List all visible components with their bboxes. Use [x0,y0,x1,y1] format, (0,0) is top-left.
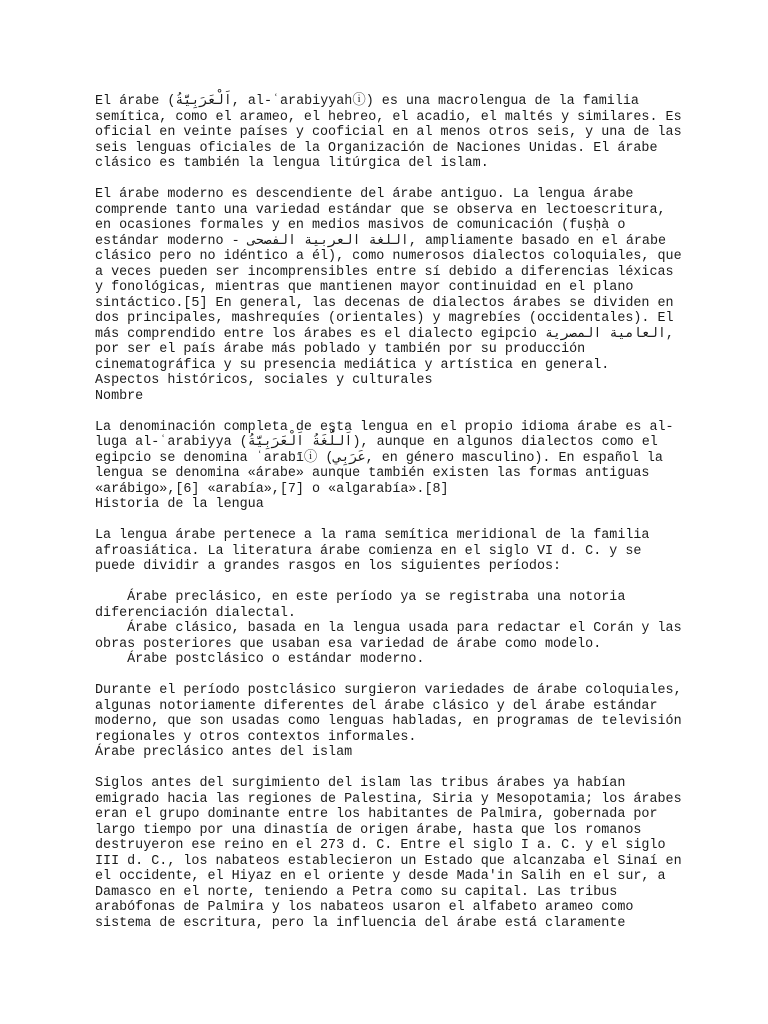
text-line: en ocasiones formales y en medios masivos de comunicación (fuṣḥà o [95,218,626,233]
text-line: regionales y otros contextos informales. [95,729,417,745]
text-line: diferenciación dialectal. [95,605,296,621]
text-line: algunas notoriamente diferentes del árabe clásico y del árabe estándar [95,698,658,714]
text-line: el occidente, el Hiyaz en el oriente y desde Mada'in Salih en el sur, a [95,869,666,884]
text-line: III d. C., los nabateos establecieron un Estado que alcanzaba el Sinaí en [95,853,682,869]
text-line: Siglos antes del surgimiento del islam las tribus árabes ya habían [95,776,626,791]
text-line: «arábigo»,[6] «arabía»,[7] o «algarabía».[8] [95,481,449,497]
text-line: sistema de escritura, pero la influencia del árabe está claramente [95,915,626,931]
blank-line [95,172,685,188]
text-line: luga al-ʿarabiyya (اَللُّغَةُ اَلْعَرَبِيَّةُ), aunque en algunos dialectos como el [95,435,658,450]
text-line: Árabe preclásico antes del islam [95,745,353,760]
text-line: emigrado hacia las regiones de Palestina, Siria y Mesopotamia; los árabes [95,791,682,807]
blank-line [95,513,685,529]
blank-line [95,668,685,684]
text-line: La denominación completa de esta lengua en el propio idioma árabe es al- [95,419,674,435]
text-line: Historia de la lengua [95,497,264,512]
text-line: estándar moderno - اللغة العربية الفصحى, ampliamente basado en el árabe [95,233,667,249]
text-line: destruyeron ese reino en el 273 d. C. Entre el siglo I a. C. y el siglo [95,838,666,853]
text-line: Árabe postclásico o estándar moderno. [95,652,425,667]
text-line: cinematográfica y su presencia mediática y artística en general. [95,357,610,373]
text-line: semítica, como el arameo, el hebreo, el acadio, el maltés y similares. Es [95,109,682,125]
text-line: y fonológicas, mientras que mantienen mayor continuidad en el plano [95,280,634,295]
text-line: Durante el período postclásico surgieron variedades de árabe coloquiales, [95,683,682,698]
text-line: El árabe (اَلْعَرَبِيَّةُ, al-ʿarabiyyahⓘ) es una macrolengua de la familia [95,94,639,109]
text-line: sintáctico.[5] En general, las decenas de dialectos árabes se dividen en [95,295,674,311]
text-line: obras posteriores que usaban esa variedad de árabe como modelo. [95,636,602,652]
text-line: moderno, que son usadas como lenguas habladas, en programas de televisión [95,714,682,729]
text-line: La lengua árabe pertenece a la rama semítica meridional de la familia [95,528,650,543]
text-line: Damasco en el norte, teniendo a Petra como su capital. Las tribus [95,884,618,900]
blank-line [95,761,685,777]
text-line: Nombre [95,388,144,404]
text-line: más comprendido entre los árabes es el dialecto egipcio العامية المصرية, [95,326,674,342]
text-line: por ser el país árabe más poblado y también por su producción [95,342,586,357]
text-line: eran el grupo dominante entre los habitantes de Palmira, gobernada por [95,807,658,822]
text-line: a veces pueden ser incomprensibles entre sí debido a diferencias léxicas [95,264,674,280]
document-body [95,94,685,931]
text-line: seis lenguas oficiales de la Organización de Naciones Unidas. El árabe [95,140,658,156]
text-line: Árabe preclásico, en este período ya se registraba una notoria [95,590,626,605]
blank-line [95,404,685,420]
text-line: comprende tanto una variedad estándar que se observa en lectoescritura, [95,202,666,218]
text-line: clásico es también la lengua litúrgica del islam. [95,156,489,171]
text-line: afroasiática. La literatura árabe comienza en el siglo VI d. C. y se [95,543,642,559]
text-line: Aspectos históricos, sociales y culturales [95,373,433,388]
text-line: largo tiempo por una dinastía de origen árabe, hasta que los romanos [95,822,642,838]
text-line: lengua se denomina «árabe» aunque también existen las formas antiguas [95,466,650,481]
text-line: oficial en veinte países y cooficial en al menos otros seis, y una de las [95,125,682,140]
text-line: puede dividir a grandes rasgos en los siguientes períodos: [95,559,562,574]
text-line: clásico pero no idéntico a él), como numerosos dialectos coloquiales, que [95,249,682,264]
text-line: arabófonas de Palmira y los nabateos usaron el alfabeto arameo como [95,900,634,915]
blank-line [95,575,685,591]
text-line: El árabe moderno es descendiente del árabe antiguo. La lengua árabe [95,187,634,202]
text-line: egipcio se denomina ʿarabīⓘ (عَرَبِي, en género masculino). En español la [95,450,663,466]
text-line: dos principales, mashrequíes (orientales) y magrebíes (occidentales). El [95,311,674,326]
text-line: Árabe clásico, basada en la lengua usada para redactar el Corán y las [95,621,682,636]
